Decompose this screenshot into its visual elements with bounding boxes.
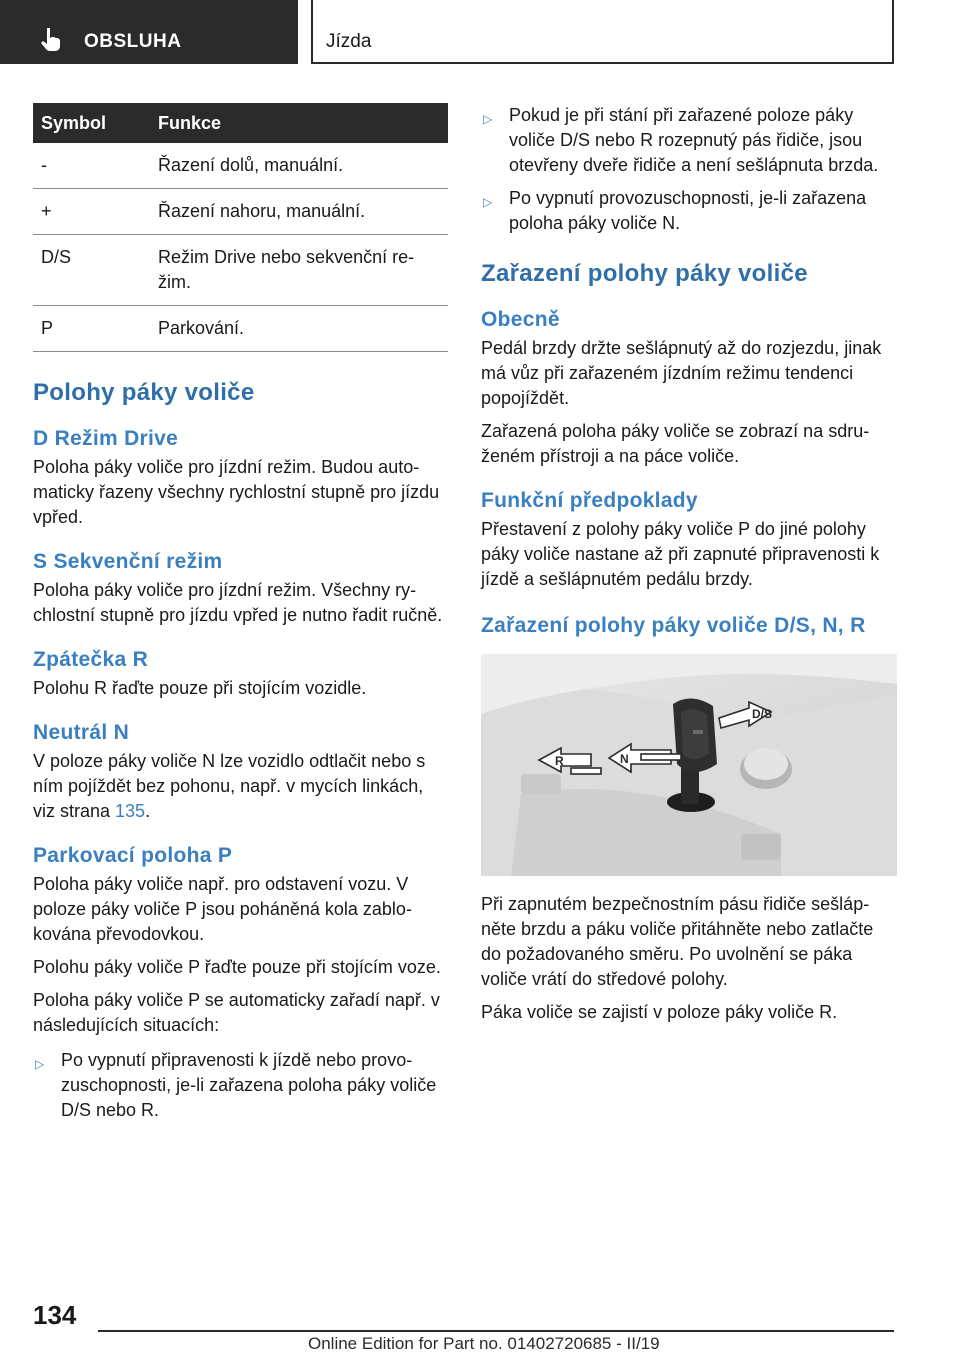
header-section-label: OBSLUHA [84,31,182,52]
list-item [481,103,897,178]
right-column [481,103,897,1025]
text-drive-mode: Poloha páky voliče pro jízdní režim. Budou automaticky řazeny všechny rychlostní stupně pro jízdu vpřed. [33,457,440,527]
heading-drive-mode: D Režim Drive [33,427,179,450]
table-cell-function: Režim Drive nebo sekvenční režim. [158,235,448,306]
table-row [33,235,448,306]
table-cell-symbol: P [33,306,158,352]
text-reverse: Polohu R řaďte pouze při stojícím vozidle. [33,678,367,698]
heading-general: Obecně [481,308,560,331]
table-cell-function: Řazení nahoru, manuální. [158,189,448,235]
heading-engage-dsnr: Zařazení polohy páky voliče D/S, N, R [481,614,866,637]
text-neutral [33,749,448,824]
parking-bullet-list [33,1048,448,1123]
heading-engage-positions: Zařazení polohy páky voliče [481,260,808,287]
triangle-bullet-icon: ▷ [483,195,493,209]
triangle-bullet-icon: ▷ [35,1057,45,1071]
text-sequential-mode: Poloha páky voliče pro jízdní režim. Všechny rychlostní stupně pro jízdu vpřed je nutno řadit ručně. [33,580,443,625]
heading-reverse: Zpátečka R [33,648,149,671]
table-header-symbol: Symbol [33,103,158,143]
table-cell-function: Parkování. [158,306,448,352]
figure-label-ds: D/S [752,707,773,721]
text-requirements: Přestavení z polohy páky voliče P do jiné polohy páky voliče nastane až při zapnuté připravenosti k jízdě a sešlápnutém pedálu brzdy. [481,519,880,589]
heading-neutral: Neutrál N [33,721,130,744]
text-general-2: Zařazená poloha páky voliče se zobrazí na sdruženém přístroji a na páce voliče. [481,421,870,466]
list-item [33,1048,448,1123]
text-parking-3: Poloha páky voliče P se automaticky zařadí např. v následujících situacích: [33,990,440,1035]
heading-sequential-mode: S Sekvenční režim [33,550,223,573]
heading-selector-positions: Polohy páky voliče [33,379,255,406]
footer-edition: Online Edition for Part no. 01402720685 - II/19 [308,1334,660,1353]
list-item [481,186,897,236]
text-neutral-body: V poloze páky voliče N lze vozidlo odtlačit nebo s ním pojíždět bez pohonu, např. v mycích linkách, viz strana [33,751,426,821]
figure-label-n: N [620,752,629,766]
triangle-bullet-icon: ▷ [483,112,493,126]
page-number: 134 [33,1300,77,1330]
text-parking-1: Poloha páky voliče např. pro odstavení vozu. V poloze páky voliče P jsou poháněná kola zablokována převodovkou. [33,874,412,944]
text-neutral-end: . [145,801,151,821]
table-row [33,143,448,189]
table-header-function: Funkce [158,103,448,143]
hand-pointer-icon [38,26,64,52]
text-after-figure-1: Při zapnutém bezpečnostním pásu řidiče sešlápněte brzdu a páku voliče přitáhněte nebo zatlačte do požadovaného směru. Po uvolnění se páka voliče vrátí do středové polohy. [481,894,874,989]
table-cell-symbol: D/S [33,235,158,306]
left-column [33,103,448,1123]
table-header-row [33,103,448,143]
text-general-1: Pedál brzdy držte sešlápnutý až do rozjezdu, jinak má vůz při zařazeném jízdním režimu tendenci popojíždět. [481,338,882,408]
gear-selector-drawing [481,654,897,876]
table-row [33,306,448,352]
heading-parking: Parkovací poloha P [33,844,233,867]
header-chapter-box [311,0,894,64]
parking-bullet-list-cont [481,103,897,236]
heading-requirements: Funkční předpoklady [481,489,698,512]
figure-label-r: R [555,754,564,768]
table-cell-symbol: - [33,143,158,189]
text-after-figure-2: Páka voliče se zajistí v poloze páky voliče R. [481,1002,838,1022]
gear-selector-illustration [481,654,897,876]
footer-divider [98,1330,894,1332]
text-parking-2: Polohu páky voliče P řaďte pouze při stojícím voze. [33,957,441,977]
list-item-text: Po vypnutí provozuschopnosti, je-li zařazena poloha páky voliče N. [509,188,867,233]
table-row [33,189,448,235]
symbol-table [33,103,448,352]
list-item-text: Pokud je při stání při zařazené poloze páky voliče D/S nebo R rozepnutý pás řidiče, jsou otevřeny dveře řidiče a není sešlápnuta brzda. [509,105,879,175]
list-item-text: Po vypnutí připravenosti k jízdě nebo provozuschopnosti, je-li zařazena poloha páky voliče D/S nebo R. [61,1050,437,1120]
table-cell-function: Řazení dolů, manuální. [158,143,448,189]
header-chapter-label: Jízda [326,31,372,52]
header-section-tab [0,0,298,64]
table-cell-symbol: + [33,189,158,235]
page-link[interactable]: 135 [115,801,146,821]
